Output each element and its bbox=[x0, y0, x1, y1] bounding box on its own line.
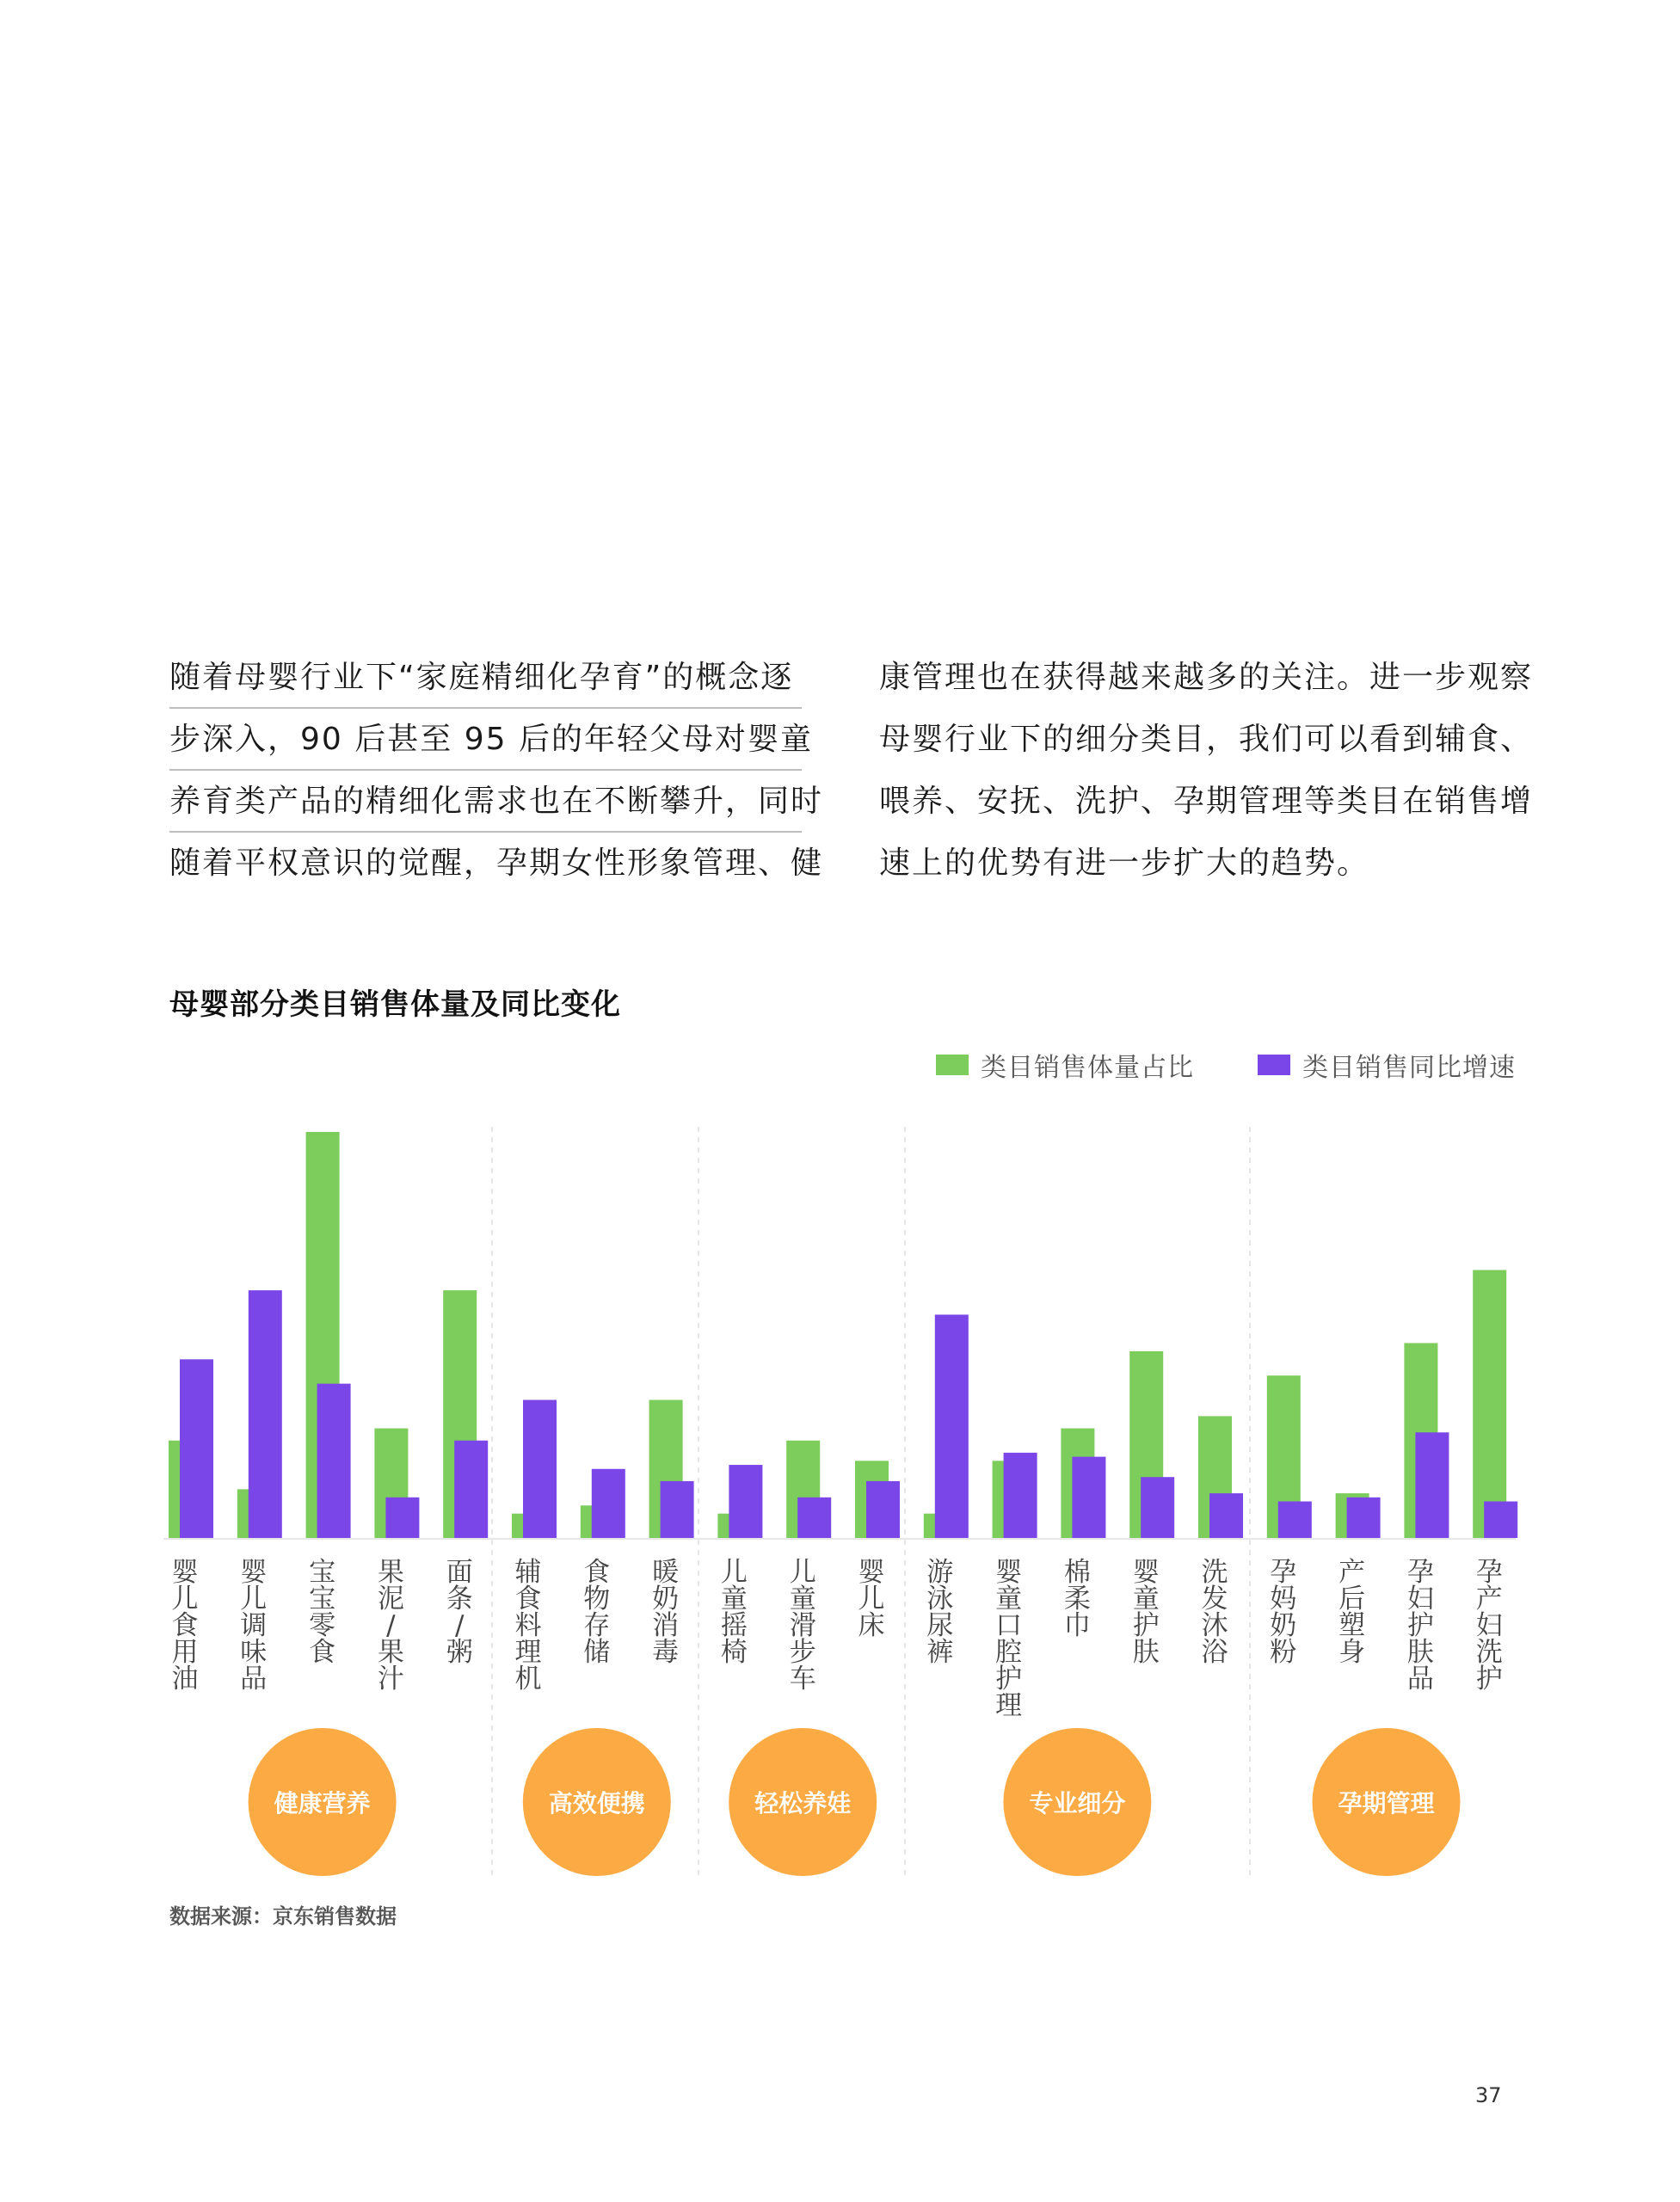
paragraph-line: 随着平权意识的觉醒，孕期女性形象管理、健 bbox=[169, 846, 824, 881]
bar-growth bbox=[1209, 1493, 1243, 1538]
chart-title: 母婴部分类目销售体量及同比变化 bbox=[169, 987, 621, 1022]
paragraph-line: 母婴行业下的细分类目，我们可以看到辅食、 bbox=[879, 722, 1534, 757]
category-label: 孕产妇洗护 bbox=[1475, 1557, 1503, 1695]
group-label: 健康营养 bbox=[274, 1789, 371, 1818]
category-label: 游泳尿裤 bbox=[926, 1557, 954, 1668]
bar-growth bbox=[935, 1314, 969, 1538]
category-label: 棉柔巾 bbox=[1063, 1557, 1091, 1641]
category-label: 婴儿床 bbox=[858, 1557, 885, 1641]
category-label: 食物存储 bbox=[583, 1557, 611, 1668]
bar-growth bbox=[1278, 1502, 1312, 1538]
category-label: 婴儿食用油 bbox=[171, 1557, 199, 1695]
bar-growth bbox=[249, 1290, 282, 1538]
bar-growth bbox=[1004, 1453, 1037, 1538]
bar-growth bbox=[385, 1498, 419, 1538]
paragraph-line: 步深入，90 后甚至 95 后的年轻父母对婴童 bbox=[169, 709, 802, 771]
paragraph-line: 喂养、安抚、洗护、孕期管理等类目在销售增 bbox=[879, 784, 1534, 819]
group-label: 高效便携 bbox=[548, 1789, 645, 1818]
bar-growth bbox=[523, 1400, 557, 1538]
category-label: 洗发沐浴 bbox=[1201, 1557, 1228, 1668]
group-label: 专业细分 bbox=[1029, 1789, 1126, 1818]
bar-growth bbox=[317, 1384, 351, 1538]
category-label: 儿童滑步车 bbox=[789, 1557, 816, 1695]
category-label: 果泥/果汁 bbox=[377, 1557, 404, 1695]
bar-growth bbox=[454, 1441, 488, 1538]
bar-growth bbox=[797, 1498, 831, 1538]
paragraph-line: 随着母婴行业下“家庭精细化孕育”的概念逐 bbox=[169, 647, 802, 709]
bar-growth bbox=[180, 1359, 213, 1538]
category-label: 孕妈奶粉 bbox=[1270, 1557, 1297, 1668]
category-label: 面条/粥 bbox=[446, 1557, 473, 1668]
paragraph-line: 速上的优势有进一步扩大的趋势。 bbox=[879, 846, 1370, 881]
category-label: 儿童摇椅 bbox=[720, 1557, 748, 1668]
category-label: 暖奶消毒 bbox=[652, 1557, 680, 1668]
legend-label-share: 类目销售体量占比 bbox=[981, 1053, 1194, 1083]
group-label: 孕期管理 bbox=[1338, 1789, 1435, 1818]
bar-share bbox=[1473, 1270, 1506, 1538]
bar-growth bbox=[729, 1465, 762, 1538]
bar-growth bbox=[592, 1469, 625, 1538]
bar-growth bbox=[1347, 1498, 1381, 1538]
paragraph-line: 养育类产品的精细化需求也在不断攀升，同时 bbox=[169, 771, 802, 833]
bar-growth bbox=[1072, 1457, 1105, 1538]
page-number: 37 bbox=[1475, 2083, 1502, 2107]
category-label: 婴童护肤 bbox=[1132, 1557, 1160, 1668]
bar-growth bbox=[1415, 1432, 1449, 1538]
category-label: 辅食料理机 bbox=[514, 1557, 542, 1695]
bar-growth bbox=[866, 1481, 900, 1538]
data-source-note: 数据来源：京东销售数据 bbox=[169, 1904, 397, 1928]
legend-label-growth: 类目销售同比增速 bbox=[1302, 1053, 1516, 1083]
category-label: 婴儿调味品 bbox=[240, 1557, 268, 1695]
paragraph-line: 康管理也在获得越来越多的关注。进一步观察 bbox=[879, 660, 1534, 695]
category-label: 产后塑身 bbox=[1338, 1557, 1366, 1668]
bar-growth bbox=[1141, 1477, 1174, 1538]
category-label: 宝宝零食 bbox=[309, 1557, 336, 1668]
category-label: 孕妇护肤品 bbox=[1406, 1557, 1434, 1695]
group-label: 轻松养娃 bbox=[754, 1789, 852, 1818]
category-label: 婴童口腔护理 bbox=[995, 1557, 1023, 1721]
bar-growth bbox=[1484, 1502, 1517, 1538]
bar-growth bbox=[661, 1481, 694, 1538]
